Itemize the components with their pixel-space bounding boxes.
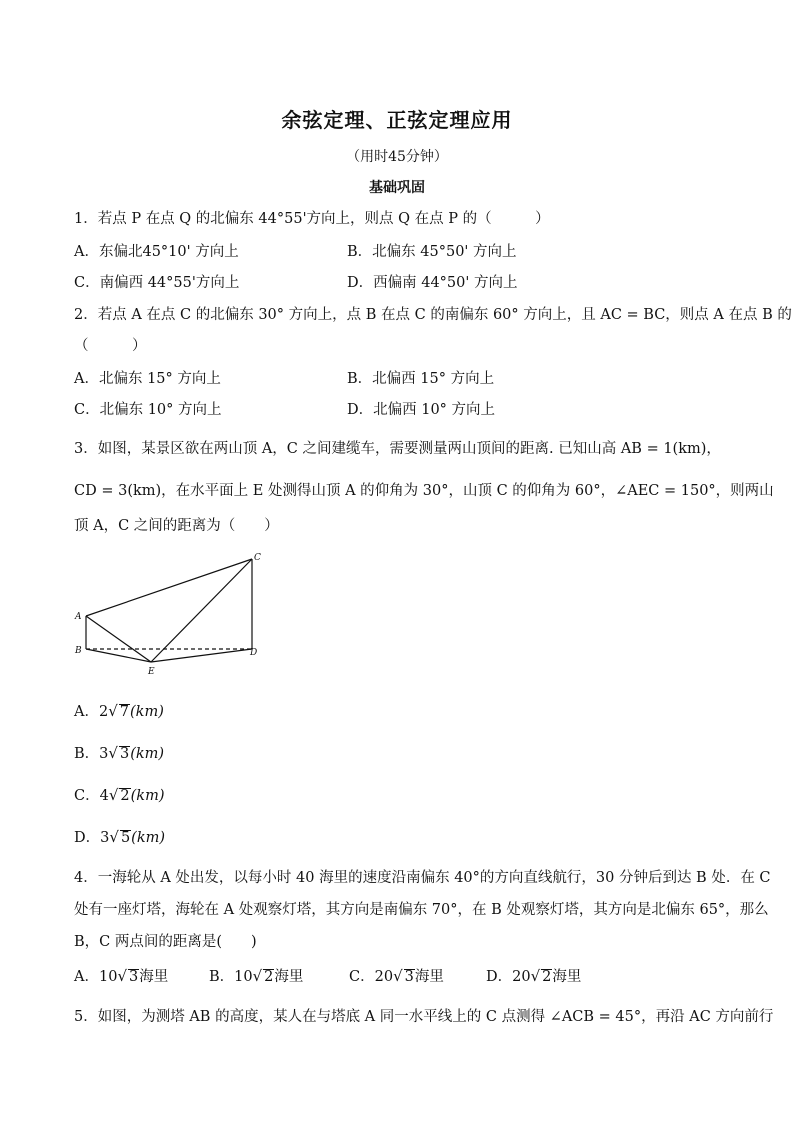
question-5-line-1: 5．如图，为测塔 AB 的高度，某人在与塔底 A 同一水平线上的 C 点测得 ∠ACB = 45°，再沿 AC 方向前行 [74, 1009, 774, 1025]
label-a: A [75, 612, 82, 622]
question-3-line-1: 3．如图，某景区欲在两山顶 A，C 之间建缆车，需要测量两山顶间的距离. 已知山高 AB = 1(km)， [74, 441, 721, 457]
sqrt-radicand: 2 [264, 969, 274, 985]
sqrt-radicand: 7 [119, 704, 130, 720]
sqrt-radicand: 5 [120, 830, 131, 846]
question-3-figure [70, 548, 270, 678]
label-b: B [75, 646, 82, 656]
sqrt-radicand: 3 [119, 746, 130, 762]
question-4-line-2: 处有一座灯塔，海轮在 A 处观察灯塔，其方向是南偏东 70°，在 B 处观察灯塔，其方向是北偏东 65°，那么 [74, 902, 769, 918]
question-3-line-2: CD = 3(km)，在水平面上 E 处测得山顶 A 的仰角为 30°，山顶 C 的仰角为 60°，∠AEC = 150°，则两山 [74, 483, 774, 499]
label-d: D [250, 648, 258, 658]
question-2-option-a: A．北偏东 15° 方向上 [74, 371, 221, 387]
question-3-line-3: 顶 A，C 之间的距离为（ ） [74, 518, 279, 534]
question-2-option-c: C．北偏东 10° 方向上 [74, 402, 222, 418]
question-3-option-c: C．4√ 2(km) [74, 786, 165, 804]
question-1-option-b: B．北偏东 45°50' 方向上 [347, 244, 517, 260]
section-heading: 基础巩固 [369, 180, 425, 196]
question-1-option-c: C．南偏西 44°55'方向上 [74, 275, 240, 291]
sqrt-radicand: 3 [404, 969, 414, 985]
question-1-text: 1．若点 P 在点 Q 的北偏东 44°55'方向上，则点 Q 在点 P 的（ ） [74, 211, 550, 227]
sqrt-radicand: 2 [120, 788, 130, 804]
question-4-option-c: C．20√ 3海里 [349, 967, 444, 985]
segment-ce [151, 559, 252, 662]
sqrt-radicand: 2 [542, 969, 552, 985]
sqrt-radicand: 3 [129, 969, 139, 985]
question-1-option-d: D．西偏南 44°50' 方向上 [347, 275, 518, 291]
question-4-option-a: A．10√ 3海里 [74, 967, 169, 985]
question-4-line-1: 4．一海轮从 A 处出发，以每小时 40 海里的速度沿南偏东 40°的方向直线航行，30 分钟后到达 B 处．在 C [74, 870, 771, 886]
question-4-line-3: B，C 两点间的距离是( ) [74, 934, 257, 950]
question-2-line-2: （ ） [74, 338, 147, 354]
question-3-option-a: A．2√ 7(km) [74, 702, 164, 720]
question-2-line-1: 2．若点 A 在点 C 的北偏东 30° 方向上，点 B 在点 C 的南偏东 60° 方向上，且 AC = BC，则点 A 在点 B 的 [74, 307, 792, 323]
question-4-option-b: B．10√ 2海里 [209, 967, 304, 985]
segment-ac [86, 559, 252, 616]
question-3-option-d: D．3√ 5(km) [74, 828, 166, 846]
segment-ed [151, 649, 252, 662]
page-subtitle: （用时45分钟） [346, 149, 448, 165]
page-title: 余弦定理、正弦定理应用 [281, 108, 513, 132]
question-3-option-b: B．3√ 3(km) [74, 744, 165, 762]
label-e: E [148, 667, 155, 677]
question-2-option-d: D．北偏西 10° 方向上 [347, 402, 496, 418]
label-c: C [254, 553, 261, 563]
question-4-option-d: D．20√ 2海里 [486, 967, 582, 985]
question-2-option-b: B．北偏西 15° 方向上 [347, 371, 495, 387]
question-1-option-a: A．东偏北45°10' 方向上 [74, 244, 239, 260]
